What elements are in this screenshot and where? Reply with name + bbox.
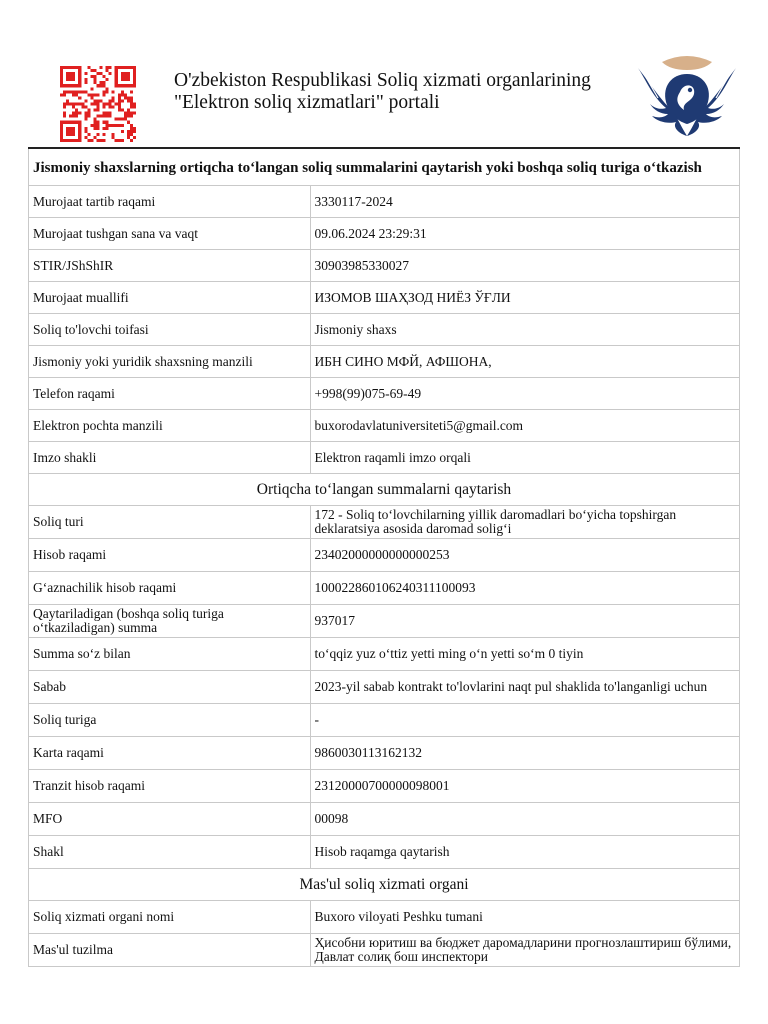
field-value: 09.06.2024 23:29:31 (310, 218, 739, 250)
field-label: Qaytariladigan (boshqa soliq turiga o‘tkaziladigan) summa (29, 605, 311, 638)
field-label: Tranzit hisob raqami (29, 770, 311, 803)
field-value: 100022860106240311100093 (310, 572, 739, 605)
table-row (29, 378, 740, 410)
document-main-title: Jismoniy shaxslarning ortiqcha to‘langan soliq summalarini qaytarish yoki boshqa soliq turiga o‘tkazish (29, 148, 740, 186)
table-row (29, 638, 740, 671)
field-label: Soliq turi (29, 506, 311, 539)
field-value: 00098 (310, 803, 739, 836)
field-label: Elektron pochta manzili (29, 410, 311, 442)
table-row (29, 186, 740, 218)
field-value: 30903985330027 (310, 250, 739, 282)
field-value: 937017 (310, 605, 739, 638)
responsible-section-title: Mas'ul soliq xizmati organi (29, 869, 740, 901)
table-row (29, 572, 740, 605)
responsible-section-title-row (29, 869, 740, 901)
portal-title: O'zbekiston Respublikasi Soliq xizmati organlarining "Elektron soliq xizmatlari" portali (174, 70, 591, 113)
table-row (29, 506, 740, 539)
field-label: Mas'ul tuzilma (29, 934, 311, 967)
field-label: STIR/JShShIR (29, 250, 311, 282)
table-row (29, 934, 740, 967)
table-row (29, 282, 740, 314)
tax-committee-eagle-emblem-icon (632, 52, 742, 138)
field-value: 23120000700000098001 (310, 770, 739, 803)
table-row (29, 218, 740, 250)
field-value: Buxoro viloyati Peshku tumani (310, 901, 739, 934)
field-label: Soliq turiga (29, 704, 311, 737)
table-row (29, 704, 740, 737)
table-row (29, 314, 740, 346)
field-label: MFO (29, 803, 311, 836)
table-row (29, 250, 740, 282)
table-row (29, 901, 740, 934)
field-label: Soliq to'lovchi toifasi (29, 314, 311, 346)
field-label: G‘aznachilik hisob raqami (29, 572, 311, 605)
table-row (29, 410, 740, 442)
field-label: Murojaat tushgan sana va vaqt (29, 218, 311, 250)
table-row (29, 605, 740, 638)
field-value: 2023-yil sabab kontrakt to'lovlarini naqt pul shaklida to'langanligi uchun (310, 671, 739, 704)
refund-section-title: Ortiqcha to‘langan summalarni qaytarish (29, 474, 740, 506)
table-row (29, 346, 740, 378)
field-label: Summa so‘z bilan (29, 638, 311, 671)
field-label: Imzo shakli (29, 442, 311, 474)
field-label: Hisob raqami (29, 539, 311, 572)
table-row (29, 671, 740, 704)
field-value: 172 - Soliq to‘lovchilarning yillik daromadlari bo‘yicha topshirgan deklaratsiya asosida daromad solig‘i (310, 506, 739, 539)
field-value: 3330117-2024 (310, 186, 739, 218)
field-label: Sabab (29, 671, 311, 704)
field-value: to‘qqiz yuz o‘ttiz yetti ming o‘n yetti so‘m 0 tiyin (310, 638, 739, 671)
field-label: Shakl (29, 836, 311, 869)
field-value: 23402000000000000253 (310, 539, 739, 572)
table-row (29, 539, 740, 572)
field-label: Murojaat muallifi (29, 282, 311, 314)
field-label: Jismoniy yoki yuridik shaxsning manzili (29, 346, 311, 378)
field-value: buxorodavlatuniversiteti5@gmail.com (310, 410, 739, 442)
refund-section-title-row (29, 474, 740, 506)
table-row (29, 770, 740, 803)
field-value: +998(99)075-69-49 (310, 378, 739, 410)
table-row (29, 836, 740, 869)
table-row (29, 803, 740, 836)
field-value: ИЗОМОВ ШАҲЗОД НИЁЗ ЎҒЛИ (310, 282, 739, 314)
field-value: - (310, 704, 739, 737)
field-value: Elektron raqamli imzo orqali (310, 442, 739, 474)
field-value: Jismoniy shaxs (310, 314, 739, 346)
field-value: Hisob raqamga qaytarish (310, 836, 739, 869)
table-row (29, 442, 740, 474)
field-value: Ҳисобни юритиш ва бюджет даромадларини прогнозлаштириш бўлими, Давлат солиқ бош инспектори (310, 934, 739, 967)
table-row (29, 737, 740, 770)
field-label: Murojaat tartib raqami (29, 186, 311, 218)
field-label: Karta raqami (29, 737, 311, 770)
field-label: Telefon raqami (29, 378, 311, 410)
qr-code-icon (60, 66, 136, 142)
field-value: ИБН СИНО МФЙ, АФШОНА, (310, 346, 739, 378)
application-details-table (28, 147, 740, 967)
field-value: 9860030113162132 (310, 737, 739, 770)
field-label: Soliq xizmati organi nomi (29, 901, 311, 934)
